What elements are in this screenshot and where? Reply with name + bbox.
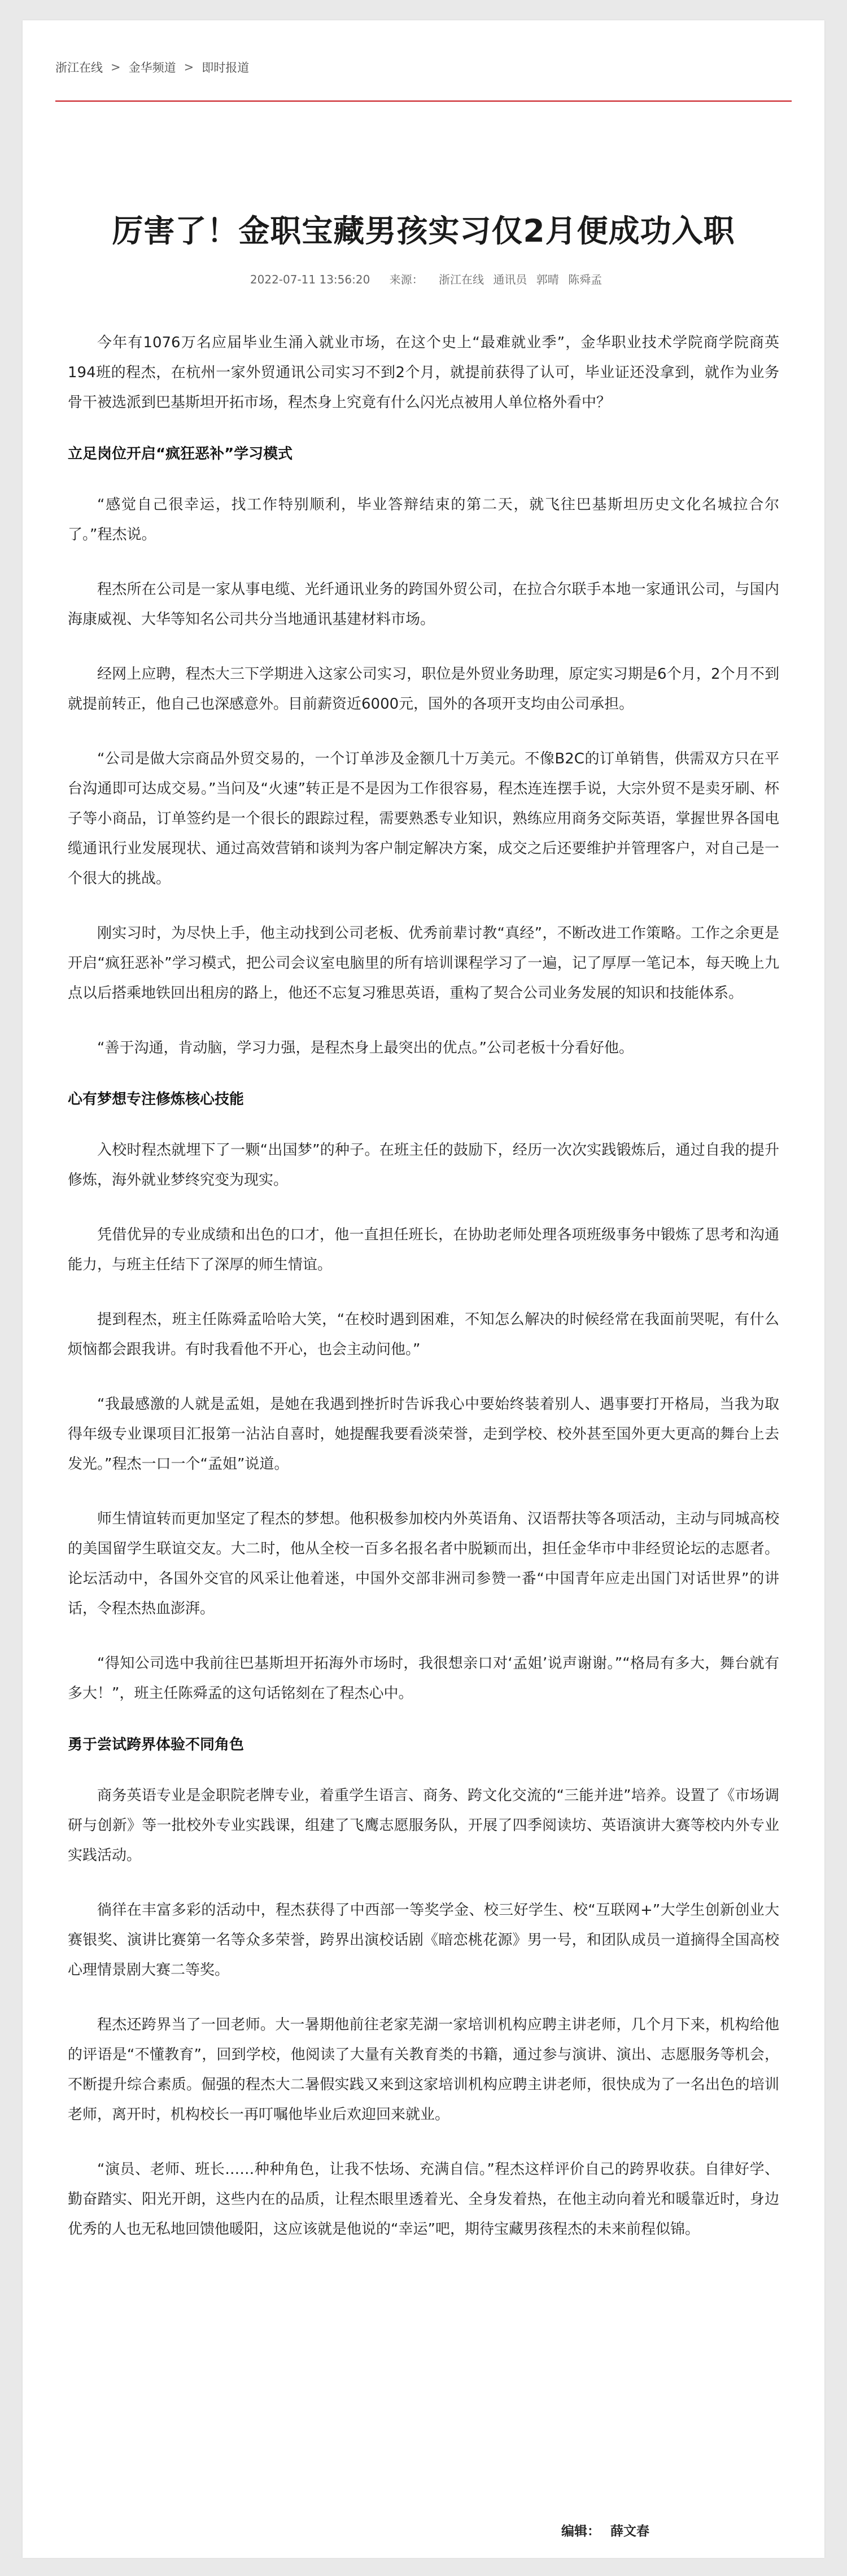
breadcrumb-item-zjol[interactable]: 浙江在线 — [55, 61, 103, 75]
body-paragraph: “感觉自己很幸运，找工作特别顺利，毕业答辩结束的第二天，就飞往巴基斯坦历史文化名城拉合尔了。”程杰说。 — [68, 496, 779, 543]
breadcrumb — [55, 59, 249, 76]
body-paragraph: 商务英语专业是金职院老牌专业，着重学生语言、商务、跨文化交流的“三能并进”培养。设置了《市场调研与创新》等一批校外专业实践课，组建了飞鹰志愿服务队，开展了四季阅读坊、英语演讲大赛等校内外专业实践活动。 — [68, 1787, 779, 1864]
body-paragraph: “演员、老师、班长……种种角色，让我不怯场、充满自信。”程杰这样评价自己的跨界收获。自律好学、勤奋踏实、阳光开朗，这些内在的品质，让程杰眼里透着光、全身发着热，在他主动向着光和暖靠近时，身边优秀的人也无私地回馈他暖阳，这应该就是他说的“幸运”吧，期待宝藏男孩程杰的未来前程似锦。 — [68, 2161, 779, 2238]
breadcrumb-item-instant-news[interactable]: 即时报道 — [202, 61, 250, 75]
article-meta — [23, 270, 824, 287]
section-heading: 勇于尝试跨界体验不同角色 — [68, 1736, 245, 1753]
source-label: 来源： — [389, 273, 424, 286]
article-title: 厉害了！金职宝藏男孩实习仅2月便成功入职 — [112, 212, 735, 249]
publish-datetime: 2022-07-11 13:56:20 — [250, 273, 370, 286]
source-name: 浙江在线 — [439, 273, 484, 286]
author-name: 陈舜孟 — [568, 273, 602, 286]
author-name: 郭晴 — [536, 273, 559, 286]
body-paragraph: 经网上应聘，程杰大三下学期进入这家公司实习，职位是外贸业务助理，原定实习期是6个月，2个月不到就提前转正，他自己也深感意外。目前薪资近6000元，国外的各项开支均由公司承担。 — [68, 666, 779, 713]
breadcrumb-separator: > — [184, 60, 194, 74]
author-role: 通讯员 — [493, 273, 527, 286]
section-heading: 立足岗位开启“疯狂恶补”学习模式 — [68, 446, 293, 462]
breadcrumb-item-jinhua-channel[interactable]: 金华频道 — [128, 61, 176, 75]
header-divider — [55, 101, 792, 102]
body-paragraph: 刚实习时，为尽快上手，他主动找到公司老板、优秀前辈讨教“真经”，不断改进工作策略。工作之余更是开启“疯狂恶补”学习模式，把公司会议室电脑里的所有培训课程学习了一遍，记了厚厚一笔记本，每天晚上九点以后搭乘地铁回出租房的路上，他还不忘复习雅思英语，重构了契合公司业务发展的知识和技能体系。 — [68, 925, 779, 1002]
body-paragraph: “善于沟通，肯动脑，学习力强，是程杰身上最突出的优点。”公司老板十分看好他。 — [97, 1040, 634, 1056]
editor-credit — [561, 2521, 649, 2539]
section-heading: 心有梦想专注修炼核心技能 — [68, 1091, 245, 1108]
body-paragraph: 凭借优异的专业成绩和出色的口才，他一直担任班长，在协助老师处理各项班级事务中锻炼了思考和沟通能力，与班主任结下了深厚的师生情谊。 — [68, 1226, 779, 1273]
body-paragraph: 入校时程杰就埋下了一颗“出国梦”的种子。在班主任的鼓励下，经历一次次实践锻炼后，通过自我的提升修炼，海外就业梦终究变为现实。 — [68, 1142, 779, 1189]
body-paragraph: 师生情谊转而更加坚定了程杰的梦想。他积极参加校内外英语角、汉语帮扶等各项活动，主动与同城高校的美国留学生联谊交友。大二时，他从全校一百多名报名者中脱颖而出，担任金华市中非经贸论坛的志愿者。论坛活动中，各国外交官的风采让他着迷，中国外交部非洲司参赞一番“中国青年应走出国门对话世界”的讲话，令程杰热血澎湃。 — [68, 1510, 779, 1617]
body-paragraph: 今年有1076万名应届毕业生涌入就业市场，在这个史上“最难就业季”，金华职业技术学院商学院商英194班的程杰，在杭州一家外贸通讯公司实习不到2个月，就提前获得了认可，毕业证还没拿到，就作为业务骨干被选派到巴基斯坦开拓市场，程杰身上究竟有什么闪光点被用人单位格外看中？ — [68, 334, 779, 411]
article-body — [68, 328, 779, 2269]
article-page — [23, 20, 824, 2558]
body-paragraph: 提到程杰，班主任陈舜孟哈哈大笑，“在校时遇到困难，不知怎么解决的时候经常在我面前哭呢，有什么烦恼都会跟我讲。有时我看他不开心，也会主动问他。” — [68, 1311, 779, 1358]
body-paragraph: “公司是做大宗商品外贸交易的，一个订单涉及金额几十万美元。不像B2C的订单销售，供需双方只在平台沟通即可达成交易。”当问及“火速”转正是不是因为工作很容易，程杰连连摆手说，大宗外贸不是卖牙刷、杯子等小商品，订单签约是一个很长的跟踪过程，需要熟悉专业知识，熟练应用商务交际英语，掌握世界各国电缆通讯行业发展现状、通过高效营销和谈判为客户制定解决方案，成交之后还要维护并管理客户，对自己是一个很大的挑战。 — [68, 750, 779, 887]
editor-label: 编辑： — [561, 2524, 600, 2539]
body-paragraph: 程杰所在公司是一家从事电缆、光纤通讯业务的跨国外贸公司，在拉合尔联手本地一家通讯公司，与国内海康威视、大华等知名公司共分当地通讯基建材料市场。 — [68, 581, 779, 628]
body-paragraph: 徜徉在丰富多彩的活动中，程杰获得了中西部一等奖学金、校三好学生、校“互联网+”大学生创新创业大赛银奖、演讲比赛第一名等众多荣誉，跨界出演校话剧《暗恋桃花源》男一号，和团队成员一道摘得全国高校心理情景剧大赛二等奖。 — [68, 1902, 779, 1979]
body-paragraph: “得知公司选中我前往巴基斯坦开拓海外市场时，我很想亲口对‘孟姐’说声谢谢。”“格局有多大，舞台就有多大！”，班主任陈舜孟的这句话铭刻在了程杰心中。 — [68, 1655, 779, 1702]
body-paragraph: 程杰还跨界当了一回老师。大一暑期他前往老家芜湖一家培训机构应聘主讲老师，几个月下来，机构给他的评语是“不懂教育”，回到学校，他阅读了大量有关教育类的书籍，通过参与演讲、演出、志愿服务等机会，不断提升综合素质。倔强的程杰大二暑假实践又来到这家培训机构应聘主讲老师，很快成为了一名出色的培训老师，离开时，机构校长一再叮嘱他毕业后欢迎回来就业。 — [68, 2016, 779, 2123]
breadcrumb-separator: > — [111, 60, 121, 74]
editor-name: 薛文春 — [610, 2524, 649, 2539]
body-paragraph: “我最感激的人就是孟姐，是她在我遇到挫折时告诉我心中要始终装着别人、遇事要打开格局，当我为取得年级专业课项目汇报第一沾沾自喜时，她提醒我要看淡荣誉，走到学校、校外甚至国外更大更高的舞台上去发光。”程杰一口一个“孟姐”说道。 — [68, 1396, 779, 1473]
